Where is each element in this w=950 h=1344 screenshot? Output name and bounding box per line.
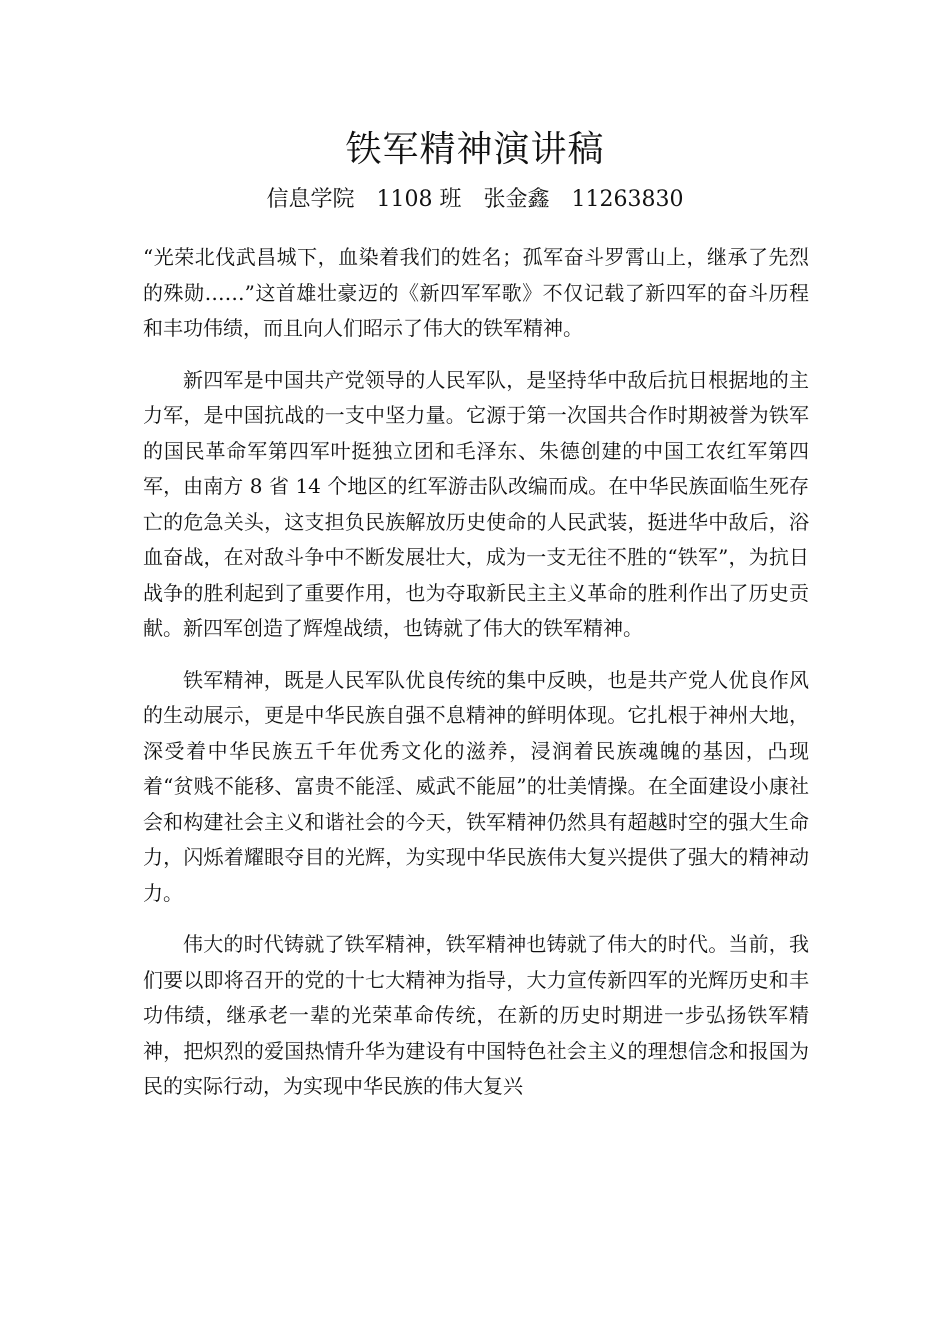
paragraph-2: 新四军是中国共产党领导的人民军队，是坚持华中敌后抗日根据地的主力军，是中国抗战的一支中坚力量。它源于第一次国共合作时期被誉为铁军的国民革命军第四军叶挺独立团和毛泽东、朱德创建的中国工农红军第四军，由南方 8 省 14 个地区的红军游击队改编而成。在中华民族面临生死存亡的危急关头，这支担负民族解放历史使命的人民武装，挺进华中敌后，浴血奋战，在对敌斗争中不断发展壮大，成为一支无往不胜的“铁军”，为抗日战争的胜利起到了重要作用，也为夺取新民主主义革命的胜利作出了历史贡献。新四军创造了辉煌战绩，也铸就了伟大的铁军精神。 xyxy=(143,367,809,640)
document-body xyxy=(143,240,809,1121)
paragraph-4: 伟大的时代铸就了铁军精神，铁军精神也铸就了伟大的时代。当前，我们要以即将召开的党的十七大精神为指导，大力宣传新四军的光辉历史和丰功伟绩，继承老一辈的光荣革命传统，在新的历史时期进一步弘扬铁军精神，把炽烈的爱国热情升华为建设有中国特色社会主义的理想信念和报国为民的实际行动，为实现中华民族的伟大复兴 xyxy=(143,932,809,1098)
author-byline: 信息学院 1108 班 张金鑫 11263830 xyxy=(266,187,684,212)
paragraph-3: 铁军精神，既是人民军队优良传统的集中反映，也是共产党人优良作风的生动展示，更是中华民族自强不息精神的鲜明体现。它扎根于神州大地，深受着中华民族五千年优秀文化的滋养，浸润着民族魂魄的基因，凸现着“贫贱不能移、富贵不能淫、威武不能屈”的壮美情操。在全面建设小康社会和构建社会主义和谐社会的今天，铁军精神仍然具有超越时空的强大生命力，闪烁着耀眼夺目的光辉，为实现中华民族伟大复兴提供了强大的精神动力。 xyxy=(143,667,809,905)
paragraph-1: “光荣北伐武昌城下，血染着我们的姓名；孤军奋斗罗霄山上，继承了先烈的殊勋……”这首雄壮豪迈的《新四军军歌》不仅记载了新四军的奋斗历程和丰功伟绩，而且向人们昭示了伟大的铁军精神。 xyxy=(143,245,809,340)
document-title: 铁军精神演讲稿 xyxy=(345,129,605,170)
